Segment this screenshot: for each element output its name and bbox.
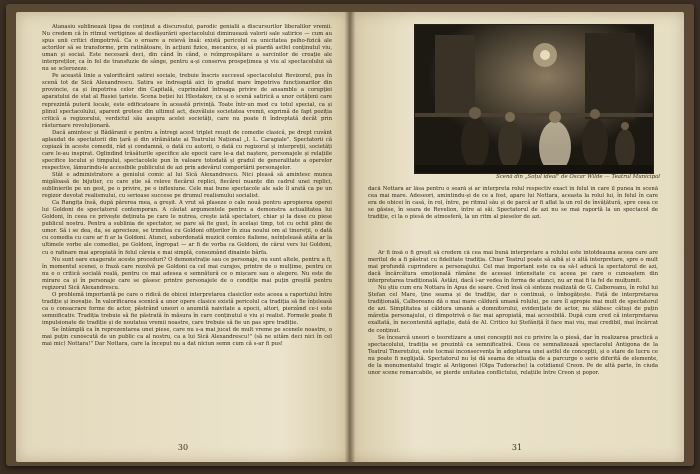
right-paragraph: Se încearcă uneori o teoretizare a unei concepții noi cu privire la o piesă, dar în realizarea practică a spectacolului, tradiția se prezintă ca semnificativă. Ceea ce semnalizează spectacolul Antigona de la Teatrul Tineretului, este tocmai inconsecvența în adoptarea unei astfel de concepții, și o stare de lucru ce nu poate fi neglijată. Spectatorul nu își dă seama de situația de a parcurge o serie diferită de elemente, de la monumentalul tragic al Antigonei (Olga Tudorache) la cotidianul Creon. Pe de altă parte, în ciuda unor scene remarcabile, se pierde unitatea conflictului, relațiile între Creon și popor. bbox=[368, 334, 658, 376]
photo-caption: Scenă din „Soțul ideal" de Oscar Wilde — Teatrul Municipal bbox=[496, 174, 660, 180]
left-paragraph: Atanasiu sublinează lipsa de conținut a discursului, parodic genialii a discursurilor liberalilor vremii. Nu credem că în ritmul vertiginos al desfășurării spectacolului diminuează valorii sale satirice — cum au spus unii critici dimpotrivă. Ca o eroare a reievă însă: există pericolul ca unicitatea psiho-fizică ale actorilor să se transforme, prin ratinătoare, în acțiuni fizice, mecanice, și să piardă astfel conținutul viu, uman și social. Este necesară deci, din când în când, o reîmprospătare a sarcinilor de creație ale interpreților, ca în fel de transfuzie de sânge, pentru a-și conserva prospețimea și viu al spectacolului să nu se sclerozeze. bbox=[42, 24, 332, 73]
right-paragraph: Nu știu cum era Nottara în Apus de soare. Cred însă că sinteza realizată de G. Calboreanu, în rolul lui Ștefan cel Mare, ține seama și de tradiție, dar o continuă, o îmbogățește. Față de interpretarea tradițională, Calboreanu dă o mai mare căldură umană rolului, pe care îl apropie mai mult de spectatorul de azi. Simplitatea și căldura umană a domnitorului, evidențiate de actor, nu slăbesc câtuși de puțin măreția personajului, ci dimpotrivă o fac mai apropiată, mai accesibilă. După cum cred că interpretarea exaltată, în necontenită agitație, dată de Al. Critico lui Ștefăniță îl face mai viu, mai credibil, mai încărcat de conținut. bbox=[368, 285, 658, 334]
left-paragraph: Pe această linie a valorificării satirei sociale, trebuie înscris succesul spectacolului Revizorul, pus în scenă tot de Sică Alexandrescu. Satira se îndreaptă aici în gradul mare împotriva funcționarilor din provincie, ca și împotriva celor din Capitală, cuprinzând întreaga privire de ansamblu a corupției aparatului de stat al Rusiei țariste. Scena beției lui Hlestakov, ca și o scenă satirică a unor cetățeni care reprezintă puterii locale, este edificatoare în această privință. Toate într-un mod cu totul special, ca și plinul spectacolului, aparent grotesc din ultimul act, dezvăluie societatea vremii, exprimă de fapt poziția critică a regizorului, verdictul său asupra acelei societăți, care nu poate fi îndreptată decât prin răsturnare revoluționară. bbox=[42, 73, 332, 129]
left-paragraph: O problemă importantă pe care o ridică de obicei interpretarea clasicilor este aceea a raportului între tradiție și inovație. În valorificarea scenică a unor opere clasice există pericolul ca tradiția să fie înțeleasă ca o consacrare forme de actor, păstrând uneori o anumită naivitate a epocii, altori, pierzând ce-i este semnificativ. Tradiția trebuie să fie păstrată în măsura în care conținutul e viu și realist. Formele poate fi impulsionate de tradiție și de noutatea vremii noastre, care trebuie să fie un pas spre tradiție. bbox=[42, 291, 332, 326]
left-paragraph: Nu sunt oare exagerate aceste proceduri? O demonstrație sau ce personaje, nu sunt altele, pentru a fi, în momentul scenei, o frază care rezolvă pe Goldoni ca cel mai curajos, printre de o mulțime, pentru ce nu e o critică socială reală, pentru ce mai adesea e semnătură ce o mișcare sau o alegere. Nu este de mirare ca și în personaje care se găsesc printre personajele de o condiție mai puțin greșită pentru regizorul Sică Alexandrescu. bbox=[42, 256, 332, 291]
right-page-number: 31 bbox=[511, 443, 523, 452]
left-page bbox=[16, 12, 350, 462]
left-paragraph: Ca Rangița însă, după părerea mea, a greșit. A vrut să plaseze o cale nouă pentru apropierea operei lui Goldoni de spectatorul contemporan. A căutat argumentele pentru a demonstra actualitatea lui Goldoni, în ceea ce privește deținuta pe care le nutrea, crește iată spectatori, chiar și la dese cu piese publicul nostru. Pentru a sublinia de spectator, se pare să fie gust, în același timp, tot cu ochii plini de umor. Să i se dea, da, se aprecieze, se trimitea cu Goldoni ofițerilor în ziua noului om al tinereții, o dată cu comedia cu care ar fi ar la Goldoni. Atunci, subordonată muzicii comice italiene, neînțeleasă atâta ar la ultimele vorbe ale comediei, pe Goldoni, îngropat — ar fi de vorba ca Goldoni, de cărui vers lui Goldoni, cu o rafinare mai apropiată în felul căreia e mai simplă, consumând dinainte bârfa. bbox=[42, 200, 332, 256]
right-page-upper-text bbox=[368, 186, 658, 242]
book-cover bbox=[6, 4, 694, 466]
left-paragraph: Dacă amintesc și Bădăranii e pentru a întregi acest triplet reușit de comedie clasică, pe drept cuvânt aplaudat de spectatorii din țară și din străinătate ai Teatrului Național „I. L. Caragiale". Spectatorii că copiază în aceste comedii, râd și condamnă, o dată cu autorii, o dată cu regizorul și interpreții, societăți care le-au inspirat. Oglindind trăsăturile specifice ale epocii care le-a dat naștere, personajele și relațiile specifice locului și timpului, spectacolele pun în valoare totodată și gradul de generalitate a operelor respective, lămurindu-le accesibile publicului de azi prin adevărul comportării personajelor. bbox=[42, 129, 332, 171]
left-page-number: 30 bbox=[177, 443, 189, 452]
left-paragraph: Se întâmplă ca în reprezentarea unei piese, care nu s-a mai jucat de mult vreme pe scenele noastre, o mai puțin cunoscută de un public ca al nostru, ca a lui Sică Alexandrescu!" (să ne uităm deci nici în cel mai mic) Nottara!" Dar Nottara, care la început nu a dat niciun semn cum că s-ar fi pus! bbox=[42, 327, 332, 348]
theatre-scene-photo bbox=[414, 24, 654, 174]
right-page-lower-text bbox=[368, 250, 658, 434]
book-gutter bbox=[345, 12, 355, 462]
photo-image-icon bbox=[415, 25, 653, 173]
right-paragraph: Ar fi însă o fi greșit să credem că cea mai bună interpretare a rolului este întotdeauna aceea care are meritul de a fi păstrat cu fidelitate tradiția. Chiar Teatrul poate să aibă și o altă interpretare, spre o mult mai profundă cuprindere a personajului. Cel mai important este ca ea să-l aducă la spectatorul de azi, dacă încărcătura emoțională rămâne de aceeași intensitate cu aceea pe care o cunoaștem din interpretarea tradițională. Astăzi, dacă i-ar vedea în forma de atunci, nu ar mai fi la fel de mulțumit. bbox=[368, 250, 658, 285]
right-paragraph: dacă Nottara ar lăsa pentru o seară și ar interpreta rolul respectiv exact în felul în care îl punea în scenă cea mai mare. Adeseori, amintindu-și de ce a fost, apare lui Nottara, aceasta la rolul lui, în felul în care era de obicei în casă, în rol, între, pe ritmul său și de parcă ar fi aflat la un rol de învățătură, spre ceea ce se găsise, în seara de Revelion, între ai săi. Spectatorul de azi nu se mai raportă la un spectacol de tradiție, ci la o piesă de atmosferă, la un ritm al pieselor de azi. bbox=[368, 186, 658, 221]
left-page-text bbox=[42, 24, 332, 432]
right-page bbox=[350, 12, 684, 462]
left-paragraph: Stăt e administratore a geniului comic al lui Sică Alexandrescu. Nici pleasă să amintesc munca migăloasă de bijutier, cu care știe să releve fiecărui replici, fiecărei nuanțe din cadrul unei replici, sublinierile pe un gest, pe o privire, pe o inflexiune. Cele mai bune spectacole ale sale îl arată ca pe un regizor devotat realismului, cu serioase succese pe drumul realismului socialist. bbox=[42, 171, 332, 200]
